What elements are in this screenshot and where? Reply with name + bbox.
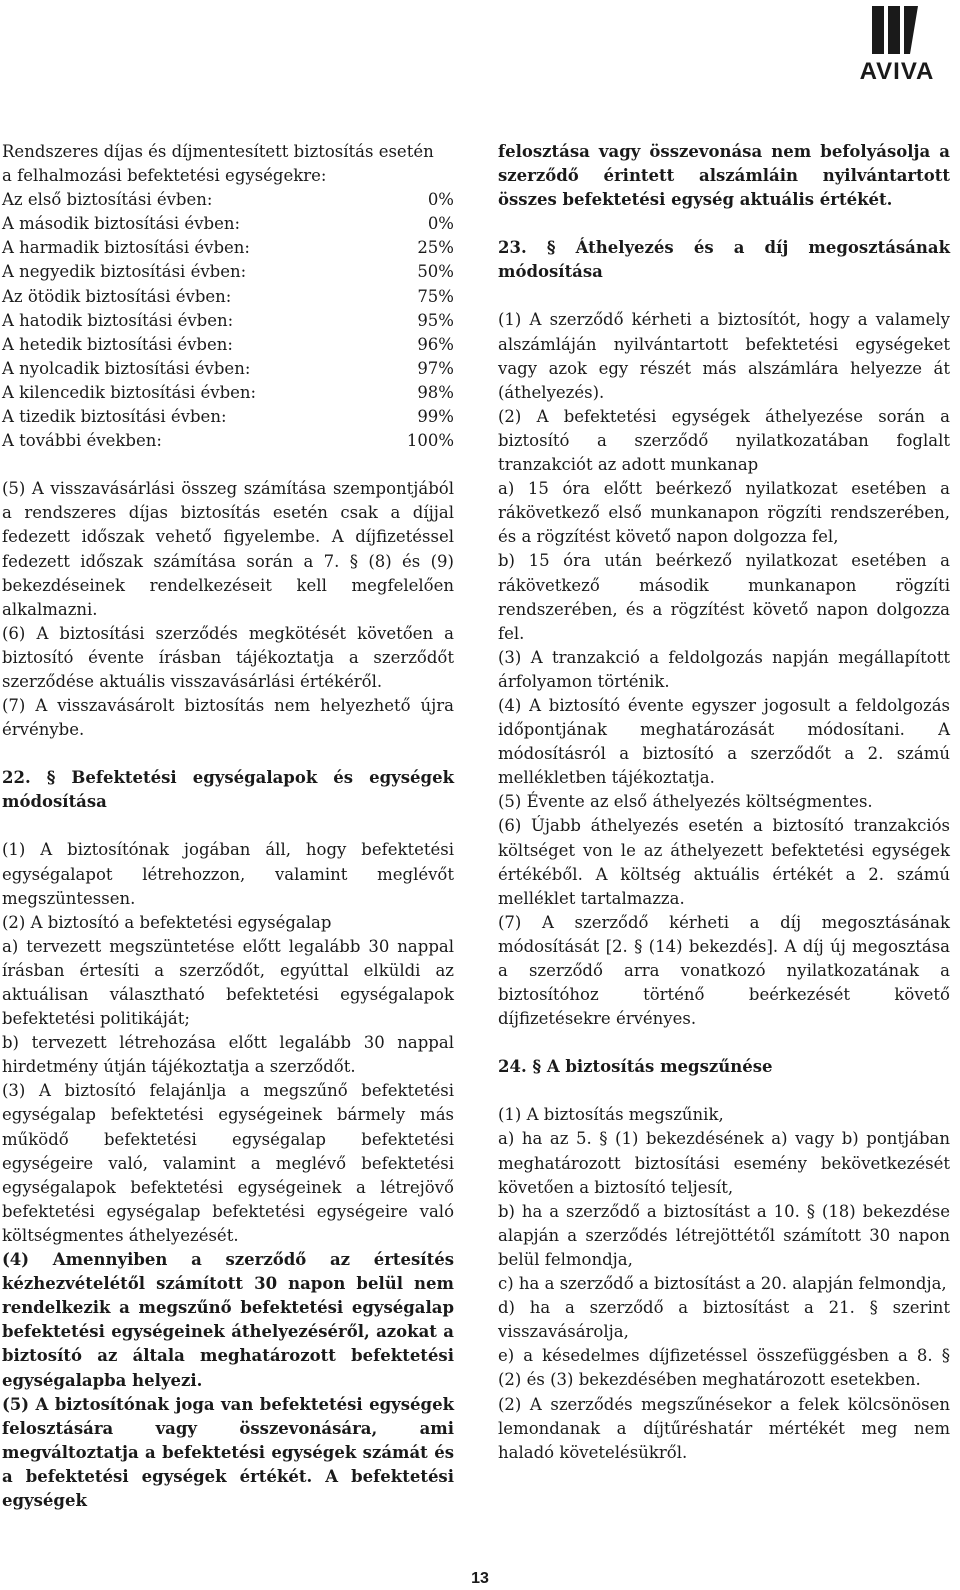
section-heading-22: 22. § Befektetési egységalapok és egységek módosítása	[2, 768, 454, 812]
rate-value: 99%	[417, 407, 454, 427]
rate-row	[2, 236, 454, 260]
rate-label: A kilencedik biztosítási évben:	[2, 382, 257, 402]
rate-row	[2, 405, 454, 429]
intro-line: Rendszeres díjas és díjmentesített biztosítás esetén	[2, 142, 434, 161]
rate-table	[2, 188, 454, 453]
paragraph: (1) A biztosítónak jogában áll, hogy befektetési egységalapot létrehozzon, valamint meglévőt megszüntessen.	[2, 840, 454, 908]
page-number: 13	[471, 1570, 489, 1587]
rate-label: A harmadik biztosítási évben:	[2, 238, 250, 258]
rate-row	[2, 309, 454, 333]
rate-label: A második biztosítási évben:	[2, 214, 241, 234]
paragraph: b) 15 óra után beérkező nyilatkozat esetében a rákövetkező második munkanapon rögzíti rendszerében, és a rögzítést követő napon dolgozza fel.	[498, 551, 950, 643]
aviva-logo-mark-icon	[870, 4, 922, 56]
rate-label: A hetedik biztosítási évben:	[2, 334, 233, 354]
rate-value: 97%	[417, 358, 454, 378]
paragraph: (1) A biztosítás megszűnik,	[498, 1105, 724, 1125]
rate-label: Az ötödik biztosítási évben:	[2, 286, 232, 306]
rate-label: Az első biztosítási évben:	[2, 190, 213, 210]
rate-value: 50%	[417, 262, 454, 282]
rate-row	[2, 212, 454, 236]
paragraph: (5) Évente az első áthelyezés költségmentes.	[498, 792, 873, 812]
paragraph: (3) A biztosító felajánlja a megszűnő befektetési egységalap befektetési egységeinek bármely más működő befektetési egységalap befektetési egységeire való, valamint a meglévő befektetési egységalapok befektetési egységeinek a létrejövő befektetési egységalap befektetési egységeire való költségmentes áthelyezését.	[2, 1081, 454, 1245]
paragraph: a) 15 óra előtt beérkező nyilatkozat esetében a rákövetkező első munkanapon rögzíti rendszerében, és a rögzítést követő napon dolgozza fel,	[498, 479, 950, 547]
left-column	[2, 140, 454, 1513]
rate-row	[2, 357, 454, 381]
rate-value: 75%	[417, 286, 454, 306]
paragraph-bold: felosztása vagy összevonása nem befolyásolja a szerződő érintett alszámláin nyilvántartott összes befektetési egység aktuális értékét.	[498, 142, 950, 210]
paragraph: a) tervezett megszüntetése előtt legalább 30 nappal írásban értesíti a szerződőt, egyúttal elküldi az aktuálisan választható befektetési egységalapok befektetési politikáját;	[2, 936, 454, 1029]
rate-label: A tizedik biztosítási évben:	[2, 407, 227, 427]
intro-line: a felhalmozási befektetési egységekre:	[2, 166, 327, 186]
paragraph: (4) A biztosító évente egyszer jogosult a feldolgozás időpontjának meghatározását módosítani. A módosításról a biztosító a szerződőt a 2. számú mellékletben tájékoztatja.	[498, 695, 950, 788]
rate-row	[2, 381, 454, 405]
paragraph: e) a késedelmes díjfizetéssel összefüggésben a 8. § (2) és (3) bekezdésében meghatározott esetekben.	[498, 1346, 950, 1390]
rate-label: A negyedik biztosítási évben:	[2, 262, 247, 282]
rate-label: A nyolcadik biztosítási évben:	[2, 358, 251, 378]
paragraph: (2) A biztosító a befektetési egységalap	[2, 912, 332, 932]
rate-value: 100%	[406, 431, 454, 451]
rate-value: 0%	[427, 190, 454, 210]
paragraph-bold: (4) Amennyiben a szerződő az értesítés kézhezvételétől számított 30 napon belül nem rendelkezik a megszűnő befektetési egységalap befektetési egységeinek áthelyezéséről, azokat a biztosító az általa meghatározott befektetési egységalapba helyezi.	[2, 1250, 454, 1390]
rate-row	[2, 188, 454, 212]
right-column	[498, 140, 950, 1465]
paragraph: (7) A szerződő kérheti a díj megosztásának módosítását [2. § (14) bekezdés]. A díj új megosztása a szerződő arra vonatkozó nyilatkozatának a biztosítóhoz történő beérkezését követő díjfizetésekre érvényes.	[498, 912, 950, 1029]
paragraph: (2) A szerződés megszűnésekor a felek kölcsönösen lemondanak a díjtűréshatár mértékét meg nem haladó követelésükről.	[498, 1394, 950, 1462]
paragraph: a) ha az 5. § (1) bekezdésének a) vagy b) pontjában meghatározott biztosítási esemény bekövetkezését követően a biztosító teljesít,	[498, 1129, 950, 1197]
paragraph: b) ha a szerződő a biztosítást a 10. § (18) bekezdése alapján a szerződés létrejöttétől számított 30 napon belül felmondja,	[498, 1201, 950, 1269]
paragraph: (6) Újabb áthelyezés esetén a biztosító tranzakciós költséget von le az áthelyezett befektetési egységek értékéből. A költség aktuális értékét a 2. számú melléklet tartalmazza.	[498, 816, 950, 908]
paragraph: b) tervezett létrehozása előtt legalább 30 nappal hirdetmény útján tájékoztatja a szerződőt.	[2, 1033, 454, 1077]
rate-value: 0%	[427, 214, 454, 234]
paragraph: (3) A tranzakció a feldolgozás napján megállapított árfolyamon történik.	[498, 647, 950, 691]
paragraph: (6) A biztosítási szerződés megkötését követően a biztosító évente írásban tájékoztatja a szerződőt szerződése aktuális visszavásárlási értékéről.	[2, 623, 454, 691]
aviva-logo	[842, 4, 952, 84]
paragraph: d) ha a szerződő a biztosítást a 21. § szerint visszavásárolja,	[498, 1298, 950, 1342]
paragraph: (2) A befektetési egységek áthelyezése során a biztosító a szerződő nyilatkozatában foglalt tranzakciót az adott munkanap	[498, 406, 950, 475]
rate-value: 95%	[417, 310, 454, 330]
logo-text: AVIVA	[859, 58, 935, 85]
paragraph: (7) A visszavásárolt biztosítás nem helyezhető újra érvénybe.	[2, 696, 454, 740]
rate-row	[2, 429, 454, 453]
rate-row	[2, 333, 454, 357]
rate-row	[2, 260, 454, 284]
rate-label: A hatodik biztosítási évben:	[2, 310, 234, 330]
section-heading-24: 24. § A biztosítás megszűnése	[498, 1057, 773, 1077]
rate-value: 96%	[417, 334, 454, 354]
rate-row	[2, 285, 454, 309]
rate-value: 25%	[417, 238, 454, 258]
paragraph: (5) A visszavásárlási összeg számítása szempontjából a rendszeres díjas biztosítás esetén csak a díjjal fedezett időszak vehető figyelembe. A díjfizetéssel fedezett időszak számítása során a 7. § (8) és (9) bekezdéseinek rendelkezéseit kell megfelelően alkalmazni.	[2, 479, 454, 619]
paragraph: c) ha a szerződő a biztosítást a 20. alapján felmondja,	[498, 1274, 947, 1294]
section-heading-23: 23. § Áthelyezés és a díj megosztásának módosítása	[498, 238, 950, 282]
paragraph-bold: (5) A biztosítónak joga van befektetési egységek felosztására vagy összevonására, ami megváltoztatja a befektetési egységek számát és a befektetési egységek értékét. A befektetési egységek	[2, 1394, 454, 1510]
paragraph: (1) A szerződő kérheti a biztosítót, hogy a valamely alszámláján nyilvántartott befektetési egységeket vagy azok egy részét más alszámlára helyezze át (áthelyezés).	[498, 310, 950, 402]
rate-value: 98%	[417, 382, 454, 402]
rate-label: A további években:	[2, 431, 162, 451]
